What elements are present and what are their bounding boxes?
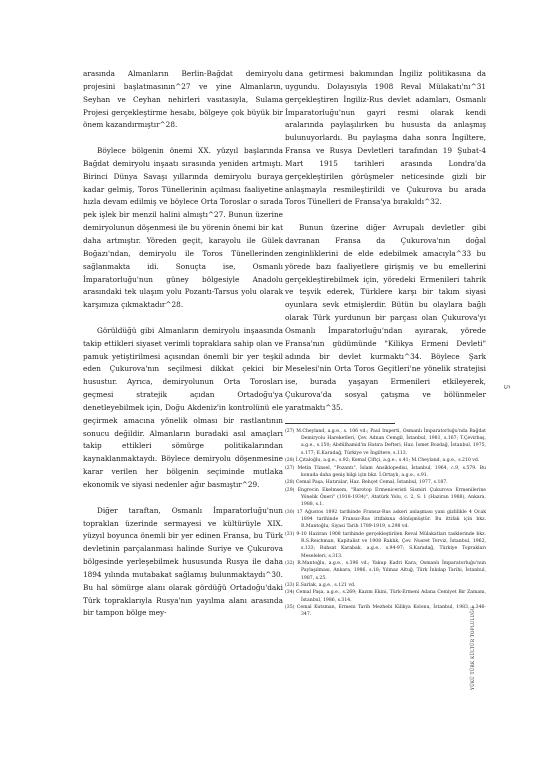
footnote: (34) Cemal Paşa, a.g.e., s.269; Kazım Ekini, Türk-Ermeni Adana Cemiyet Bir Zamanı, İstanbul, 1986, s.314. [285,590,486,603]
footnote: (32) R.Mantoğlu, a.g.e., s.396 vd.; Yakup Kadri Kara, Osmanlı İmparatorluğu'nun Paylaşılması, Ankara, 1986, s.18; Yılmaz Altuğ, Türk İnkılap Tarihi, İstanbul, 1987, s.25. [285,560,486,581]
right-column [285,68,486,619]
body-paragraph: Bunun üzerine diğer Avrupalı devletler gibi davranan Fransa da Çukurova'nın doğal zenginliklerini de elde edebilmek amacıyla^33 bu yörede bazı faaliyetlere girişmiş ve bu emellerini gerçekleştirebilmek için, yöredeki Ermenileri tahrik ve teşvik ederek, Türklere karşı bir takım siyasi oyunlara sevk etmişlerdir. Bütün bu olaylara bağlı olarak Türk yurdunun bir parçası olan Çukurova'yı Osmanlı İmparatorluğu'ndan ayırarak, yörede Fransa'nın güdümünde "Kilikya Ermeni Devleti" adında bir devlet kurmaktı^34. Böylece Şark Meselesi'nin Orta Toros Geçitleri'ne yönelik stratejisi ise, burada yaşayan Ermenileri etkileyerek, Çukurova'da sosyal çatışma ve bölünmeler yaratmaktı^35. [285,223,486,412]
footnotes [285,428,486,619]
body-paragraph: Böylece bölgenin önemi XX. yüzyıl başlarında Bağdat demiryolu inşaatı sırasında yeniden artmıştı. Birinci Dünya Savaşı yıllarında demiryolu buraya kadar gelmiş, Toros Tünellerinin açılması faaliyetine hızla devam edilmiş ve böylece Orta Toroslar o sırada pek işlek bir menzil halini almıştı^27. Bunun üzerine demiryolunun döşenmesi ile bu yörenin önemi bir kat daha artmıştır. Yöreden geçit, karayolu ile Gülek Boğazı'ndan, demiryolu ile Toros Tünellerinden sağlanmakta idi. Sonuçta ise, Osmanlı İmparatorluğu'nun güney bölgesiyle Anadolu arasındaki tek ulaşım yolu Pozantı-Tarsus yolu olarak karşımıza çıkmaktadır^28. [83,146,283,310]
footnote: (28) İ.Çıtaloğlu, a.g.e., s.92; Kemal Çiftçi, a.g.e., s.41; M.Cheyland, a.g.e., s.210 vd. [285,458,480,464]
body-paragraph: dana getirmesi bakımından İngiliz politikasına da uygundu. Dolayısıyla 1908 Reval Mülakatı'nı^31 gerçekleştiren İngiliz-Rus devlet adamları, Osmanlı İmparatorluğu'nun gayri resmi olarak kendi aralarında paylaşılırken bu hususta da anlaşmış bulunuyorlardı. Bu paylaşma daha sonra İngiltere, Fransa ve Rusya Devletleri tarafından 19 Şubat-4 Mart 1915 tarihleri arasında Londra'da gerçekleştirilen görüşmeler neticesinde gizli bir anlaşmayla resmileştirildi ve Çukurova bu arada Toros Tünelleri de Fransa'ya bırakıldı^32. [285,69,486,207]
footnote: (28) Cemal Paşa, Hatıralar, Haz. Behçet Cemal, İstanbul, 1977, s.187. [285,480,448,486]
body-paragraph: arasında Almanların Berlin-Bağdat demiryolu projesini başlatmasının^27 ve yine Almanların, Seyhan ve Ceyhan nehirleri vasıtasıyla, Sulama Projesi gerçekleştirme hesabı, bölgeye çok büyük bir önem kazandırmıştır^28. [83,69,283,130]
footnote: (31) 9-10 Haziran 1908 tarihinde gerçekleştirilen Reval Mülakatları tasklerinde bkz. R.S.Reichman, Kapitalist ve 1908 Raklık, Çev. Nusret Terviz, İstanbul, 1962, s.133; Ruhsat Karabak, a.g.e., s.94-97; S.Karadağ, Türkiye Toprakları Meseleleri, s.313. [285,531,486,559]
footnote: (27) M.Cheyland, a.g.e., s. 106 vd.; Paul Imperti, Osmanlı İmparatorluğu'nda Bağdat Demiryolu Hareketleri, Çev. Adnan Cemgil, İstanbul, 1981, s.167; T.Çevirbaş, a.g.e., s.150; Abdülhamid'in Hatıra Defteri, Haz. İsmet Bozdağ, İstanbul, 1975, s.177; E.Karadağ, Türkiye ve İngiltere, s.113. [285,428,486,456]
footnote: (29) Engrecin Ekelmsem, "Barotop Ermeniceristi Sismiri Çukurova Ermenilerine Yönelik Öneri" (1918-1934)", Atatürk Yolu, c. 2, S. 1 (Haziran 1988), Ankara, 1988, s.1. [285,487,486,508]
left-column [83,68,283,620]
footnote-divider [285,423,395,424]
body-paragraph: Görüldüğü gibi Almanların demiryolu inşaasında takip ettikleri siyaset verimli topraklara sahip olan ve pamuk yetiştirilmesi açısından önemli bir yer teşkil eden Çukurova'nın seçilmesi dikkat çekici bir husustur. Ayrıca, demiryolunun Orta Torosları geçmesi stratejik açıdan Ortadoğu'ya denetleyebilmek için, Doğu Akdeniz'in kontrolünü ele geçirmek amacına yönelik olması bir rastlantının sonucu değildir. Almanların buradaki asıl amaçları takip ettikleri sömürge politikalarından kaynaklanmaktaydı. Böylece demiryolu döşenmesine karar verilen her bölgenin seçiminde mutlaka ekonomik ve siyasi nedenler ağır basmıştır^29. [83,325,283,489]
footnote: (35) Cemal Kutsman, Ermeni Tarih Mezhebi Kilikya Kolonu, İstanbul, 1983, s.346-347. [285,605,486,618]
body-paragraph: Diğer taraftan, Osmanlı İmparatorluğu'nun topraklan üzerinde sermayesi ve kültürüyle XIX. yüzyıl boyunca önemli bir yer edinen Fransa, bu Türk devletinin parçalanması halinde Suriye ve Çukurova bölgesinde yerleşebilmek hususunda Rusya ile daha 1894 yılında mutabakat sağlamış bulunmaktaydı^30. Bu hal sömürge alanı olarak gördüğü Ortadoğu'daki Türk topraklarıyla Rusya'nın yayılma alanı arasında bir tampon bölge mey- [83,505,283,618]
footnote: (33) E.Sarlak, a.g.e., s.121 vd. [285,583,356,588]
page-number: 5 [502,384,511,390]
footnote: (27) Metin Tünsel, "Pozantı", İslam Ansiklopedisi, İstanbul, 1964, c.9, s.579. Bu konuda daha geniş bilgi için bkz. İ.Ortaylı, a.g.e., s.91. [285,465,486,478]
running-head: YÜKÜ TÜRK KÜLTÜR TOPLULUĞU [470,606,475,690]
footnote: (30) 17 Ağustos 1892 tarihinde Fransız-Rus askeri anlaşması yani gizlilikle 4 Ocak 1894 tarihinde Fransız-Rus ittifakına dönüşmüştür. Bu ittifak için bkz. R.Mantoğlu, Siyasi Tarih 1789-1919, s.298 vd. [285,509,486,530]
